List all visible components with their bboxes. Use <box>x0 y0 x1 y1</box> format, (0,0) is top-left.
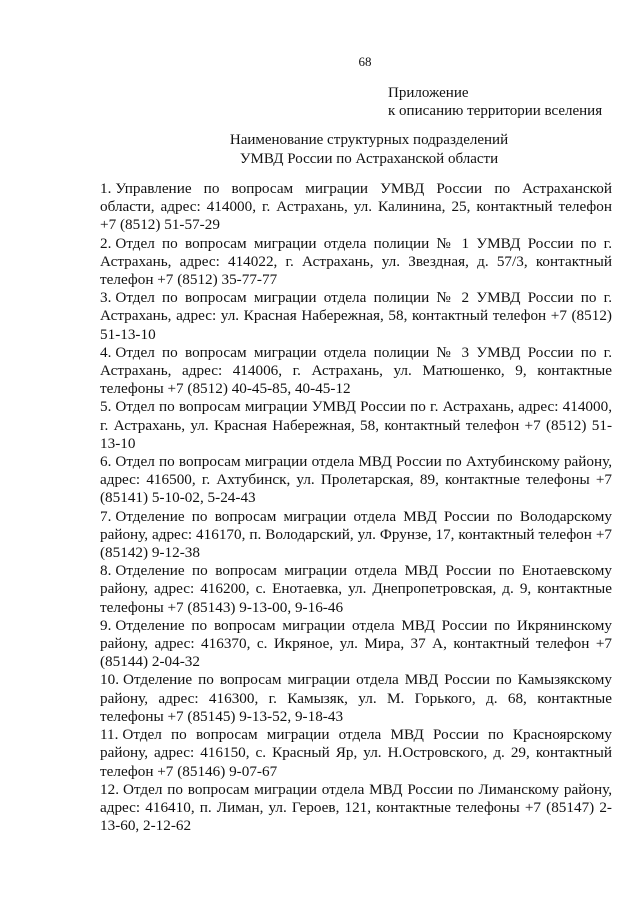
page-number: 68 <box>358 54 372 69</box>
subdivision-list <box>100 180 612 835</box>
appendix-header <box>388 84 602 120</box>
item-text: Отдел по вопросам миграции отдела МВД России по Красноярскому району, адрес: 416150, с. Красный Яр, ул. Н.Островского, д. 29, контактный телефон +7 (85146) 9-07-67 <box>100 726 612 780</box>
list-item <box>100 235 612 290</box>
item-number: 10. <box>100 671 119 689</box>
item-text: Отдел по вопросам миграции отдела МВД России по Лиманскому району, адрес: 416410, п. Лиман, ул. Героев, 121, контактные телефоны +7 (85147) 2-13-60, 2-12-62 <box>100 780 612 835</box>
item-text: Отдел по вопросам миграции УМВД России по г. Астрахань, адрес: 414000, г. Астрахань, ул. Красная Набережная, 58, контактный телефон +7 (8512) 51-13-10 <box>100 398 612 452</box>
list-item <box>100 398 612 453</box>
document-title <box>0 131 640 169</box>
item-number: 3. <box>100 289 112 307</box>
item-text: Отдел по вопросам миграции отдела полиции № 2 УМВД России по г. Астрахань, адрес: ул. Красная Набережная, 58, контактный телефон +7 (8512) 51-13-10 <box>100 289 612 343</box>
list-item <box>100 671 612 726</box>
item-text: Отдел по вопросам миграции отдела полиции № 3 УМВД России по г. Астрахань, адрес: 414006, г. Астрахань, ул. Матюшенко, 9, контактные телефоны +7 (8512) 40-45-85, 40-45-12 <box>100 343 612 398</box>
item-number: 4. <box>100 343 112 361</box>
title-line-1: Наименование структурных подразделений <box>229 132 509 148</box>
item-number: 2. <box>100 234 112 252</box>
list-item <box>100 344 612 399</box>
list-item <box>100 180 612 235</box>
item-number: 9. <box>100 616 112 634</box>
item-number: 12. <box>100 780 119 798</box>
item-number: 6. <box>100 453 112 471</box>
list-item <box>100 508 612 563</box>
item-text: Отдел по вопросам миграции отдела полиции № 1 УМВД России по г. Астрахань, адрес: 414022, г. Астрахань, ул. Звездная, д. 57/3, контактный телефон +7 (8512) 35-77-77 <box>100 234 612 289</box>
title-line-2: УМВД России по Астраханской области <box>239 151 499 167</box>
item-text: Отделение по вопросам миграции отдела МВД России по Камызякскому району, адрес: 416300, г. Камызяк, ул. М. Горького, д. 68, контактные телефоны +7 (85145) 9-13-52, 9-18-43 <box>100 671 612 725</box>
item-number: 1. <box>100 180 112 197</box>
item-text: Управление по вопросам миграции УМВД России по Астраханской области, адрес: 414000, г. Астрахань, ул. Калинина, 25, контактный телефон +7 (8512) 51-57-29 <box>100 180 612 234</box>
appendix-line-2: к описанию территории вселения <box>388 103 603 119</box>
item-text: Отделение по вопросам миграции отдела МВД России по Володарскому району, адрес: 416170, п. Володарский, ул. Фрунзе, 17, контактный телефон +7 (85142) 9-12-38 <box>100 507 612 562</box>
item-number: 11. <box>100 726 119 744</box>
appendix-line-1: Приложение <box>388 85 469 101</box>
list-item <box>100 726 612 781</box>
list-item <box>100 453 612 508</box>
item-text: Отдел по вопросам миграции отдела МВД России по Ахтубинскому району, адрес: 416500, г. Ахтубинск, ул. Пролетарская, 89, контактные телефоны +7 (85141) 5-10-02, 5-24-43 <box>100 453 612 507</box>
list-item <box>100 781 612 836</box>
item-number: 7. <box>100 507 112 525</box>
list-item <box>100 617 612 672</box>
list-item <box>100 562 612 617</box>
item-number: 8. <box>100 562 112 580</box>
list-item <box>100 289 612 344</box>
item-text: Отделение по вопросам миграции отдела МВД России по Икрянинскому району, адрес: 416370, с. Икряное, ул. Мира, 37 А, контактный телефон +7 (85144) 2-04-32 <box>100 616 612 671</box>
item-number: 5. <box>100 398 112 416</box>
item-text: Отделение по вопросам миграции отдела МВД России по Енотаевскому району, адрес: 416200, с. Енотаевка, ул. Днепропетровская, д. 9, контактные телефоны +7 (85143) 9-13-00, 9-16-46 <box>100 562 612 616</box>
